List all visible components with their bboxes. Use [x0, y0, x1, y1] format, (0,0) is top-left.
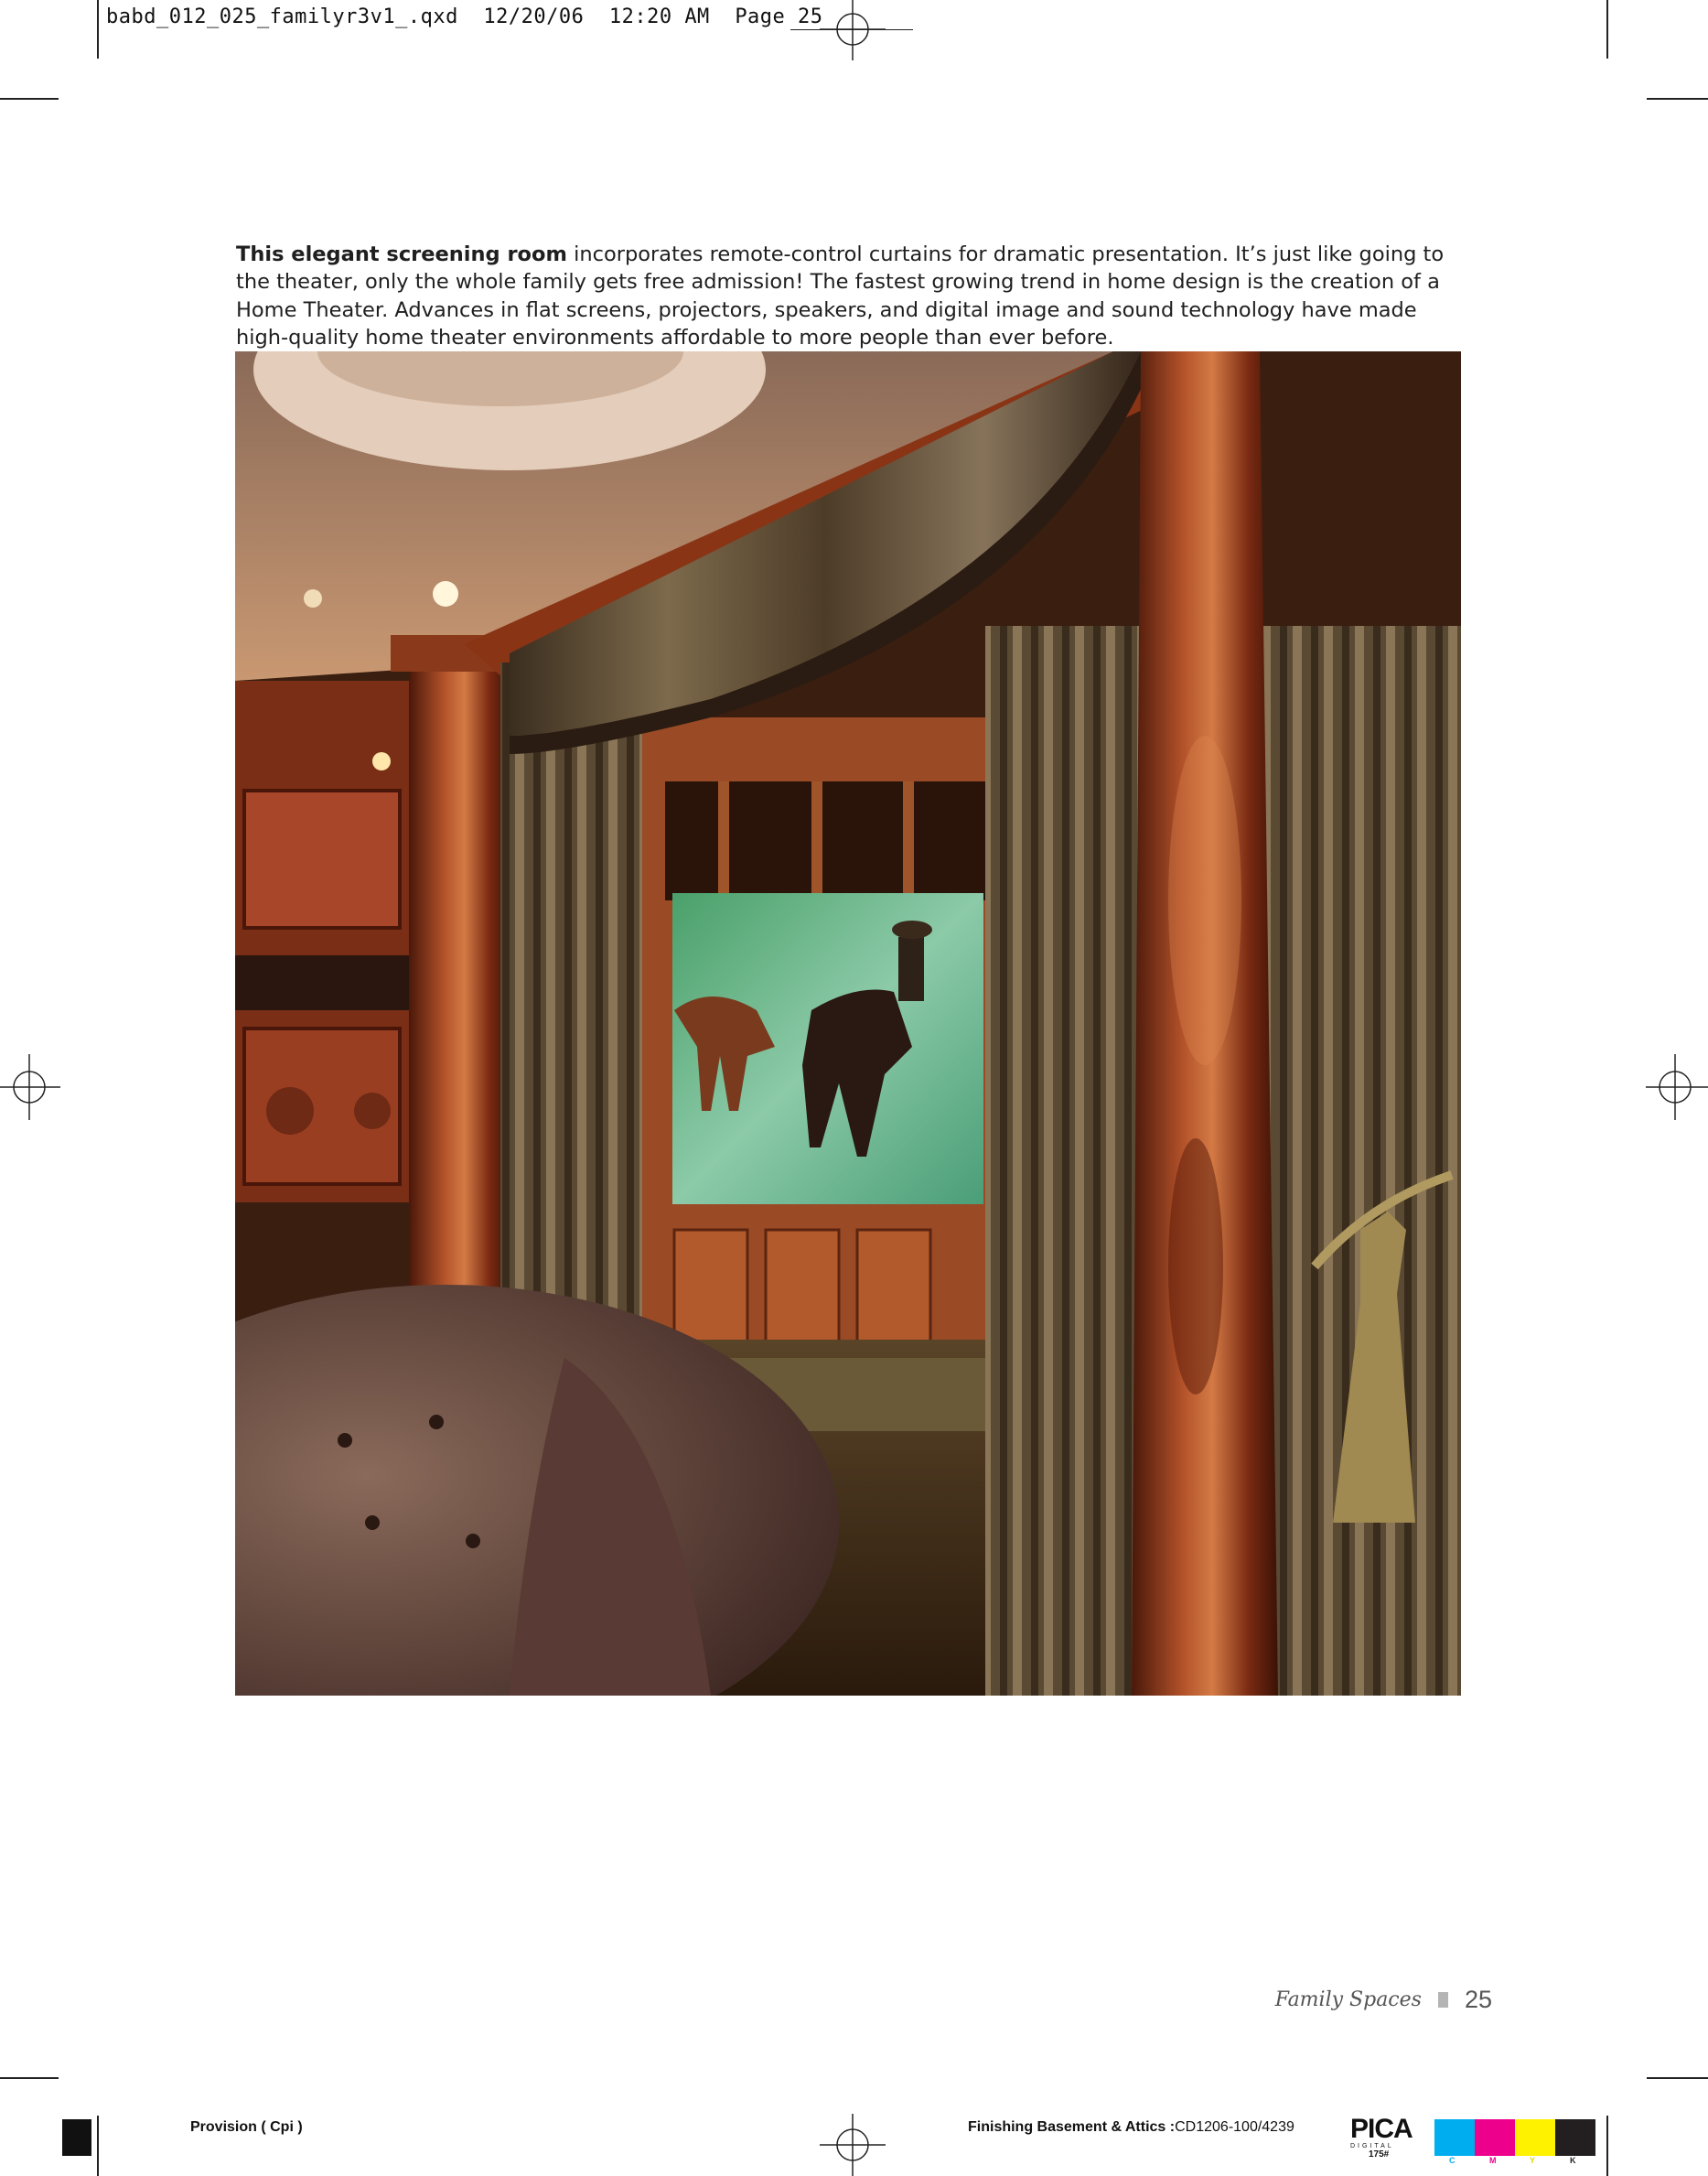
slug-page: Page 25 — [735, 5, 823, 28]
black-registration-block — [62, 2119, 91, 2156]
pica-logo — [1350, 2116, 1413, 2160]
footer-provision: Provision ( Cpi ) — [190, 2119, 303, 2135]
footer-job-info — [968, 2119, 1294, 2136]
swatch-magenta — [1475, 2119, 1515, 2156]
crop-mark — [1606, 0, 1608, 59]
folio-page-number: 25 — [1464, 1986, 1492, 2013]
registration-mark-left — [0, 1054, 66, 1120]
swatch-yellow — [1515, 2119, 1555, 2156]
swatch-label-m: M — [1489, 2156, 1497, 2165]
crop-mark — [1647, 2077, 1708, 2079]
footer-title: Finishing Basement & Attics : — [968, 2119, 1176, 2135]
registration-mark-bottom — [820, 2110, 886, 2176]
registration-mark-top — [820, 0, 886, 66]
swatch-label-k: K — [1570, 2156, 1576, 2165]
crop-mark — [0, 2077, 59, 2079]
crop-mark — [1606, 2116, 1608, 2176]
slug-file: babd_012_025_familyr3v1_.qxd — [106, 5, 458, 28]
pica-logo-num: 175# — [1369, 2149, 1390, 2160]
folio — [1275, 1986, 1492, 2014]
footer-code: CD1206-100/4239 — [1175, 2119, 1294, 2135]
swatch-label-y: Y — [1530, 2156, 1536, 2165]
crop-mark — [1647, 98, 1708, 100]
printer-slug — [106, 5, 823, 28]
swatch-cyan — [1434, 2119, 1475, 2156]
folio-section-name: Family Spaces — [1274, 1988, 1422, 2011]
caption-body: incorporates remote-control curtains for dramatic presentation. It’s just like going to the theater, only the whole family gets free admission! The fastest growing trend in home design is the creation of a Home Theater. Advances in flat screens, projectors, speakers, and digital image and sound technology have made high-quality home theater environments affordable to more people than ever before. — [236, 242, 1445, 350]
screening-room-illustration — [235, 351, 1461, 1696]
crop-mark — [97, 2116, 99, 2176]
crop-mark — [97, 0, 99, 59]
slug-time: 12:20 AM — [608, 5, 710, 28]
crop-mark — [0, 98, 59, 100]
pica-logo-sub: DIGITAL — [1350, 2143, 1394, 2149]
screening-room-photo — [235, 351, 1461, 1696]
caption-lead: This elegant screening room — [236, 242, 567, 266]
registration-mark-right — [1642, 1054, 1708, 1120]
swatch-label-c: C — [1449, 2156, 1456, 2165]
slug-date: 12/20/06 — [483, 5, 585, 28]
swatch-black — [1555, 2119, 1595, 2156]
folio-separator — [1438, 1992, 1448, 2008]
pica-logo-text: PICA — [1350, 2114, 1413, 2144]
photo-caption — [236, 241, 1453, 352]
